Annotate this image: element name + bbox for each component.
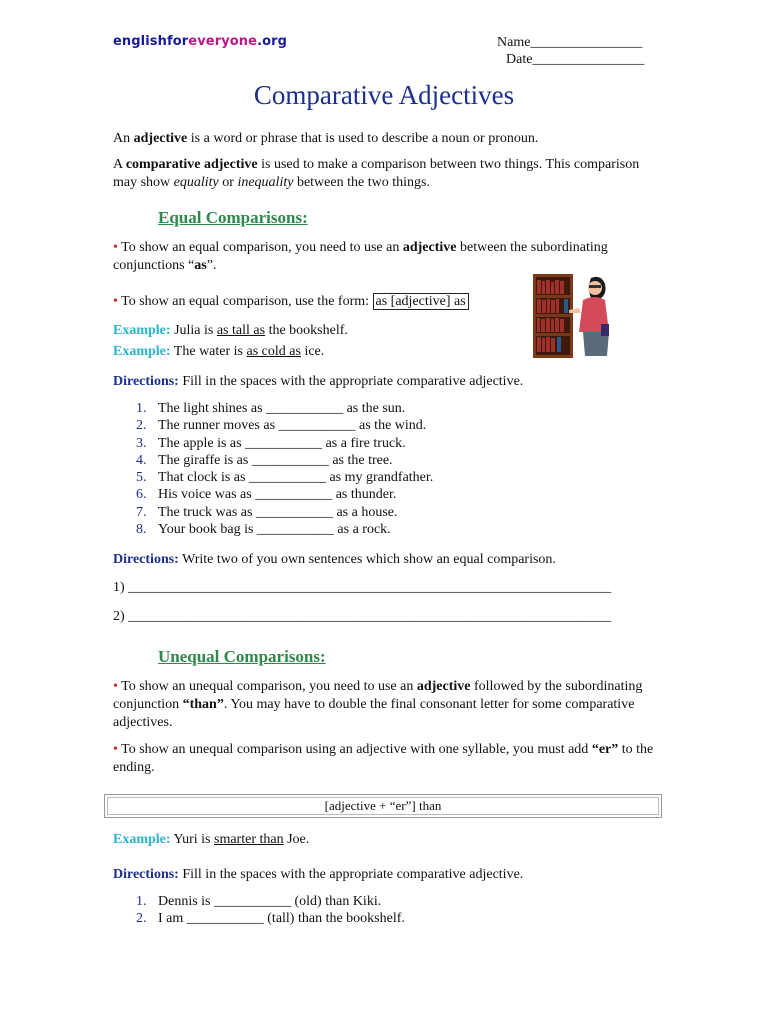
list-item: 2. I am ___________ (tall) than the bookshelf. xyxy=(136,911,405,927)
form-box: as [adjective] as xyxy=(373,293,469,310)
list-item: 6. His voice was as ___________ as thunder. xyxy=(136,487,397,503)
unequal-bullet-1: • To show an unequal comparison, you need to use an adjective followed by the subordinating conjunction “than”. You may have to double the final consonant letter for some comparative adjectives. xyxy=(113,679,643,730)
directions-3: Directions: Fill in the spaces with the appropriate comparative adjective. xyxy=(113,867,524,882)
equal-example-1: Example: Julia is as tall as the bookshelf. xyxy=(113,323,348,338)
section-heading-equal: Equal Comparisons: xyxy=(158,208,308,227)
intro-paragraph-1: An adjective is a word or phrase that is used to describe a noun or pronoun. xyxy=(113,131,539,146)
unequal-example: Example: Yuri is smarter than Joe. xyxy=(113,832,310,847)
equal-exercise-list xyxy=(136,400,433,538)
formula-box: [adjective + “er”] than xyxy=(104,794,662,818)
list-item: 5. That clock is as ___________ as my grandfather. xyxy=(136,470,434,486)
equal-example-2: Example: The water is as cold as ice. xyxy=(113,344,325,359)
list-item: 7. The truck was as ___________ as a house. xyxy=(136,504,398,520)
directions-2: Directions: Write two of you own sentences which show an equal comparison. xyxy=(113,552,556,567)
list-item: 4. The giraffe is as ___________ as the tree. xyxy=(136,452,393,468)
list-item: 8. Your book bag is ___________ as a rock. xyxy=(136,522,391,538)
list-item: 1. The light shines as ___________ as the sun. xyxy=(136,401,406,416)
list-item: 1. Dennis is ___________ (old) than Kiki. xyxy=(136,894,382,909)
list-item: 2. The runner moves as ___________ as the wind. xyxy=(136,418,427,434)
unequal-bullet-2: • To show an unequal comparison using an adjective with one syllable, you must add “er” to the ending. xyxy=(113,742,654,775)
date-field: Date________________ xyxy=(506,52,645,67)
intro-paragraph-2: A comparative adjective is used to make a comparison between two things. This comparison may show equality or inequality between the two things. xyxy=(113,157,640,190)
unequal-exercise-list xyxy=(136,893,405,928)
name-field: Name________________ xyxy=(497,35,643,50)
answer-line-1: 1) _____________________________________________________________________ xyxy=(113,580,612,595)
site-logo: englishforeveryone.org xyxy=(113,34,288,49)
answer-line-2: 2) _____________________________________________________________________ xyxy=(113,609,612,624)
directions-1: Directions: Fill in the spaces with the appropriate comparative adjective. xyxy=(113,374,524,389)
librarian-illustration xyxy=(531,272,613,360)
list-item: 3. The apple is as ___________ as a fire truck. xyxy=(136,435,406,451)
equal-bullet-1: • To show an equal comparison, you need to use an adjective between the subordinating conjunctions “as”. xyxy=(113,240,608,273)
page-title: Comparative Adjectives xyxy=(253,80,515,110)
section-heading-unequal: Unequal Comparisons: xyxy=(158,647,326,666)
equal-bullet-2: • To show an equal comparison, use the form: as [adjective] as xyxy=(113,293,523,311)
